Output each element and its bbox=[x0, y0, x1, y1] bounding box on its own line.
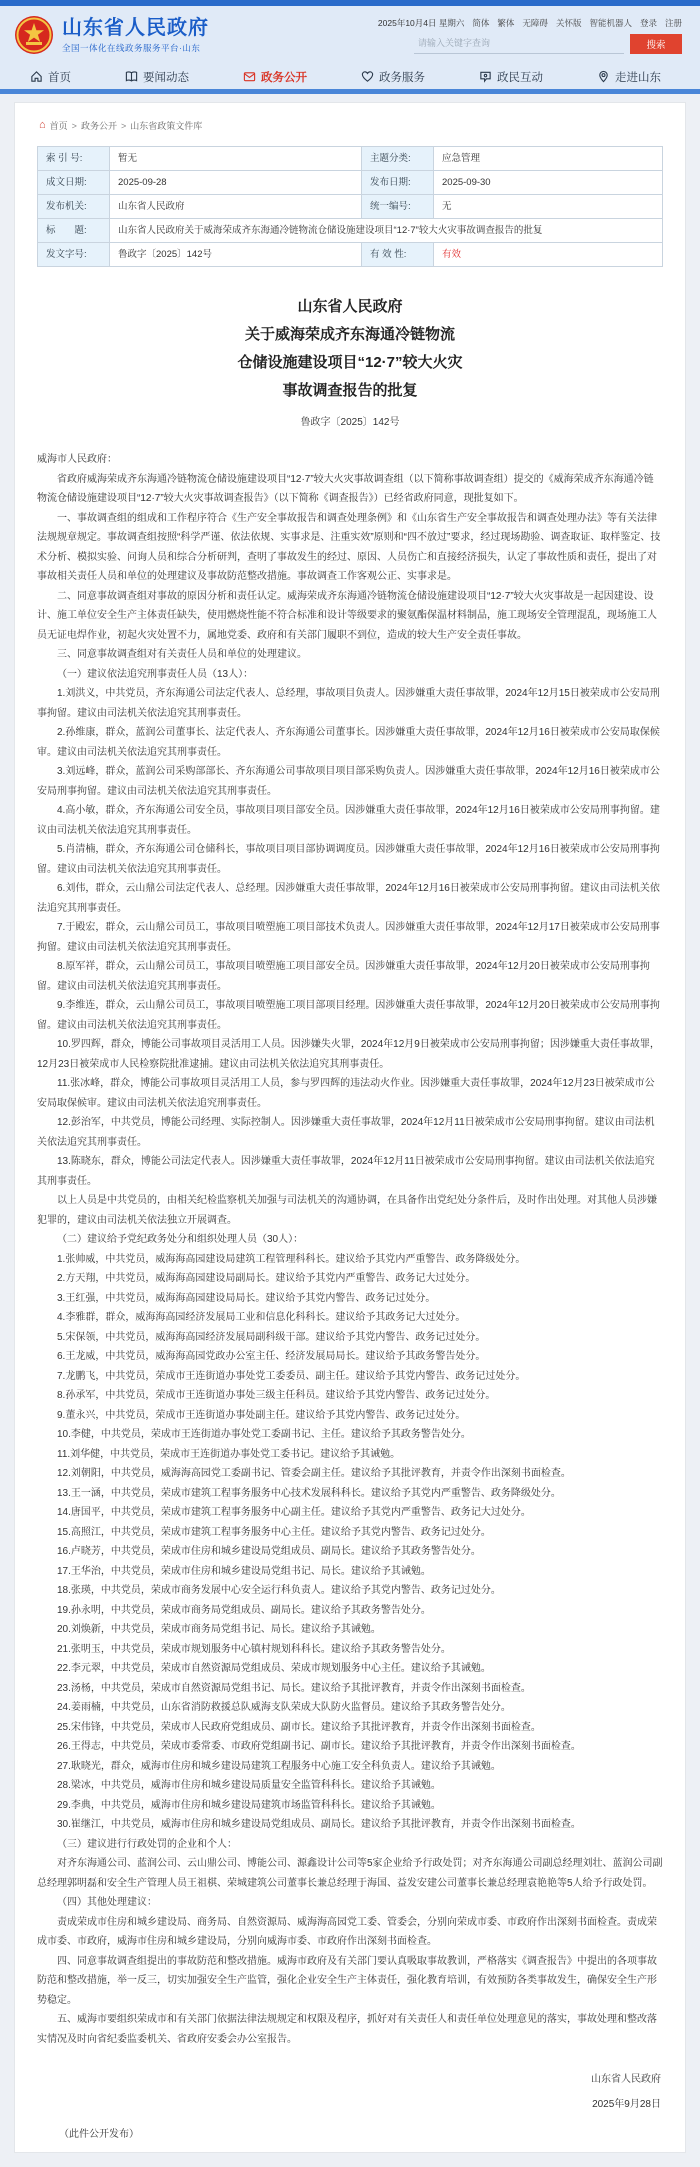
page-background bbox=[0, 94, 700, 2167]
doc-paragraph: 22.李元翠，中共党员，荣成市自然资源局党组成员、荣成市规划服务中心主任。建议给予其诫勉。 bbox=[57, 1663, 491, 1674]
doc-paragraph: 14.唐国平，中共党员，荣成市建筑工程事务服务中心副主任。建议给予其党内严重警告、政务记大过处分。 bbox=[57, 1507, 531, 1518]
breadcrumb-current: 山东省政策文件库 bbox=[130, 121, 203, 131]
document-title: 山东省人民政府 关于威海荣成齐东海通冷链物流 仓储设施建设项目“12·7”较大火灾 事故调查报告的批复 bbox=[237, 298, 463, 399]
meta-label-index: 索 引 号: bbox=[38, 147, 110, 171]
doc-paragraph: （四）其他处理建议： bbox=[57, 1897, 157, 1908]
site-header bbox=[0, 6, 700, 64]
doc-paragraph: 7.于殿宏，群众，云山鼎公司员工，事故项目喷塑施工项目部技术负责人。因涉嫌重大责任事故罪，2024年12月17日被荣成市公安局刑事拘留。建议由司法机关依法追究其刑事责任。 bbox=[37, 922, 660, 953]
meta-label-category: 主题分类: bbox=[362, 147, 434, 171]
document-number: 鲁政字〔2025〕142号 bbox=[300, 417, 400, 428]
doc-paragraph: 三、同意事故调查组对有关责任人员和单位的处理建议。 bbox=[57, 649, 307, 660]
meta-value-publish-date: 2025-09-30 bbox=[434, 171, 663, 195]
doc-paragraph: 5.肖清楠，群众，齐东海通公司仓储科长，事故项目项目部协调调度员。因涉嫌重大责任事故罪，2024年12月16日被荣成市公安局刑事拘留。建议由司法机关依法追究其刑事责任。 bbox=[37, 844, 660, 875]
content-card bbox=[14, 102, 686, 2153]
home-icon bbox=[30, 70, 43, 83]
doc-paragraph: 2.孙维康，群众，蓝润公司董事长、法定代表人、齐东海通公司董事长。因涉嫌重大责任事故罪，2024年12月16日被荣成市公安局取保候审。建议由司法机关依法追究其刑事责任。 bbox=[37, 727, 660, 758]
doc-paragraph: 17.王华治，中共党员，荣成市住房和城乡建设局党组书记、局长。建议给予其诫勉。 bbox=[57, 1565, 431, 1577]
breadcrumb: ⌂ 首页 > 政务公开 > 山东省政策文件库 bbox=[39, 119, 203, 131]
doc-paragraph: 13.陈晓东，群众，博能公司法定代表人。因涉嫌重大责任事故罪，2024年12月11日被荣成市公安局刑事拘留。建议由司法机关依法追究其刑事责任。 bbox=[37, 1156, 655, 1187]
meta-value-issuer: 山东省人民政府 bbox=[110, 195, 362, 219]
meta-value-unified-no: 无 bbox=[434, 195, 663, 219]
meta-value-category: 应急管理 bbox=[434, 147, 663, 171]
doc-paragraph: 26.王得志，中共党员，荣成市委常委、市政府党组副书记、副市长。建议给予其批评教育，并责令作出深刻书面检查。 bbox=[57, 1741, 581, 1752]
site-brand[interactable] bbox=[14, 15, 209, 55]
doc-paragraph: 8.孙承军，中共党员，荣成市王连街道办事处三级主任科员。建议给予其党内警告、政务记过处分。 bbox=[57, 1390, 496, 1401]
doc-paragraph: 对齐东海通公司、蓝润公司、云山鼎公司、博能公司、源鑫设计公司等5家企业给予行政处罚；对齐东海通公司副总经理刘壮、蓝润公司副总经理郭明磊和安全生产管理人员王祖棋、荣城建筑公司董事长兼总经理于海国、益发安建公司董事长兼总经理袁艳艳等5人给予行政处罚。 bbox=[37, 1858, 663, 1889]
main-nav bbox=[0, 64, 700, 94]
doc-paragraph: 10.李健，中共党员，荣成市王连街道办事处党工委副书记、主任。建议给予其政务警告处分。 bbox=[57, 1429, 471, 1440]
signature-issuer: 山东省人民政府 bbox=[591, 2074, 661, 2085]
nav-item-public-interaction[interactable]: 政民互动 bbox=[479, 69, 543, 85]
chat-icon bbox=[479, 70, 492, 83]
nav-item-gov-disclosure[interactable]: 政务公开 bbox=[243, 69, 307, 85]
doc-paragraph: 9.李维连，群众，云山鼎公司员工，事故项目喷塑施工项目部项目经理。因涉嫌重大责任事故罪，2024年12月20日被荣成市公安局刑事拘留。建议由司法机关依法追究其刑事责任。 bbox=[37, 1000, 660, 1031]
link-traditional[interactable]: 繁体 bbox=[497, 17, 515, 28]
meta-value-validity: 有效 bbox=[434, 243, 663, 267]
doc-paragraph: 21.张明玉，中共党员，荣成市规划服务中心镇村规划科科长。建议给予其政务警告处分。 bbox=[57, 1643, 451, 1655]
doc-paragraph: 四、同意事故调查组提出的事故防范和整改措施。威海市政府及有关部门要认真吸取事故教训，严格落实《调查报告》中提出的各项事故防范和整改措施，举一反三，切实加强安全生产监管，强化企业安全生产主体责任，强化教育培训，有效预防各类事故发生，确保安全生产形势稳定。 bbox=[37, 1955, 657, 2006]
meta-label-issuer: 发布机关: bbox=[38, 195, 110, 219]
doc-paragraph: （三）建议进行行政处罚的企业和个人： bbox=[57, 1838, 237, 1850]
doc-paragraph: 责成荣成市住房和城乡建设局、商务局、自然资源局、威海海高园党工委、管委会，分别向荣成市委、市政府作出深刻书面检查。责成荣成市委、市政府，威海市住房和城乡建设局，分别向威海市委、市政府作出深刻书面检查。 bbox=[37, 1916, 657, 1947]
link-smart-robot[interactable]: 智能机器人 bbox=[589, 17, 632, 28]
table-row bbox=[38, 147, 663, 171]
meta-label-validity: 有 效 性: bbox=[362, 243, 434, 267]
nav-item-news[interactable]: 要闻动态 bbox=[125, 69, 189, 85]
doc-paragraph: 30.崔继江，中共党员，威海市住房和城乡建设局党组成员、副局长。建议给予其批评教育，并责令作出深刻书面检查。 bbox=[57, 1819, 581, 1830]
doc-paragraph: 25.宋伟锋，中共党员，荣成市人民政府党组成员、副市长。建议给予其批评教育，并责令作出深刻书面检查。 bbox=[57, 1721, 541, 1733]
meta-label-publish-date: 发布日期: bbox=[362, 171, 434, 195]
signature-block bbox=[37, 2067, 663, 2117]
site-subtitle: 全国一体化在线政务服务平台·山东 bbox=[62, 43, 201, 53]
site-title: 山东省人民政府 bbox=[62, 17, 209, 39]
meta-label-title: 标 题: bbox=[38, 219, 110, 243]
doc-paragraph: 9.董永兴，中共党员，荣成市王连街道办事处副主任。建议给予其党内警告、政务记过处分。 bbox=[57, 1409, 466, 1421]
doc-paragraph: 威海市人民政府： bbox=[37, 454, 117, 465]
meta-value-doc-number: 鲁政字〔2025〕142号 bbox=[110, 243, 362, 267]
doc-paragraph: 15.高照江，中共党员，荣成市建筑工程事务服务中心主任。建议给予其党内警告、政务记过处分。 bbox=[57, 1526, 491, 1538]
doc-paragraph: 4.高小敏，群众，齐东海通公司安全员，事故项目项目部安全员。因涉嫌重大责任事故罪，2024年12月16日被荣成市公安局刑事拘留。建议由司法机关依法追究其刑事责任。 bbox=[37, 805, 660, 836]
nav-item-home[interactable]: 首页 bbox=[30, 69, 71, 85]
signature-date: 2025年9月28日 bbox=[592, 2099, 661, 2110]
link-care-version[interactable]: 关怀版 bbox=[555, 17, 582, 28]
meta-label-doc-number: 发文字号: bbox=[38, 243, 110, 267]
doc-paragraph: 8.原军祥，群众，云山鼎公司员工，事故项目喷塑施工项目部安全员。因涉嫌重大责任事故罪，2024年12月20日被荣成市公安局刑事拘留。建议由司法机关依法追究其刑事责任。 bbox=[37, 961, 650, 992]
doc-paragraph: 18.张瑛，中共党员，荣成市商务发展中心安全运行科负责人。建议给予其党内警告、政务记过处分。 bbox=[57, 1585, 501, 1596]
doc-paragraph: 10.罗四辉，群众，博能公司事故项目灵活用工人员。因涉嫌失火罪，2024年12月9日被荣成市公安局刑事拘留；因涉嫌重大责任事故罪，12月23日被荣成市人民检察院批准逮捕。建议由司法机关依法追究其刑事责任。 bbox=[37, 1039, 660, 1070]
breadcrumb-home-icon: ⌂ bbox=[39, 119, 46, 131]
meta-value-written-date: 2025-09-28 bbox=[110, 171, 362, 195]
public-release-note: （此件公开发布） bbox=[59, 2129, 139, 2140]
document-meta-table bbox=[37, 146, 663, 267]
document-body bbox=[37, 450, 663, 2049]
doc-paragraph: 12.刘朝阳，中共党员，威海海高园党工委副书记、管委会副主任。建议给予其批评教育，并责令作出深刻书面检查。 bbox=[57, 1468, 571, 1479]
doc-paragraph: 以上人员是中共党员的，由相关纪检监察机关加强与司法机关的沟通协调，在具备作出党纪处分条件后，及时作出处理。对其他人员涉嫌犯罪的，建议由司法机关依法独立开展调查。 bbox=[37, 1195, 657, 1226]
doc-paragraph: 6.王龙威，中共党员，威海海高园党政办公室主任、经济发展局局长。建议给予其政务警告处分。 bbox=[57, 1351, 486, 1362]
doc-paragraph: 23.汤杨，中共党员，荣成市自然资源局党组书记、局长。建议给予其批评教育，并责令作出深刻书面检查。 bbox=[57, 1682, 531, 1694]
doc-paragraph: （一）建议依法追究刑事责任人员（13人）： bbox=[57, 668, 254, 680]
table-row bbox=[38, 219, 663, 243]
doc-paragraph: 五、威海市要组织荣成市和有关部门依据法律法规规定和权限及程序，抓好对有关责任人和责任单位处理意见的落实，事故处理和整改落实情况及时向省纪委监委机关、省政府安委会办公室报告。 bbox=[37, 2014, 657, 2045]
news-icon bbox=[125, 70, 138, 83]
heart-icon bbox=[361, 70, 374, 83]
nav-item-gov-services[interactable]: 政务服务 bbox=[361, 69, 425, 85]
doc-paragraph: 19.孙永明，中共党员，荣成市商务局党组成员、副局长。建议给予其政务警告处分。 bbox=[57, 1604, 431, 1616]
doc-paragraph: 29.李典，中共党员，威海市住房和城乡建设局建筑市场监管科科长。建议给予其诫勉。 bbox=[57, 1799, 441, 1811]
nav-item-discover-shandong[interactable]: 走进山东 bbox=[597, 69, 661, 85]
meta-value-title: 山东省人民政府关于威海荣成齐东海通冷链物流仓储设施建设项目“12·7”较大火灾事故调查报告的批复 bbox=[110, 219, 663, 243]
doc-paragraph: 11.刘华健，中共党员，荣成市王连街道办事处党工委书记。建议给予其诫勉。 bbox=[57, 1448, 401, 1460]
doc-paragraph: （二）建议给予党纪政务处分和组织处理人员（30人）： bbox=[57, 1234, 304, 1245]
table-row bbox=[38, 195, 663, 219]
doc-paragraph: 6.刘伟，群众，云山鼎公司法定代表人、总经理。因涉嫌重大责任事故罪，2024年12月16日被荣成市公安局刑事拘留。建议由司法机关依法追究其刑事责任。 bbox=[37, 883, 660, 914]
document bbox=[37, 293, 663, 2140]
envelope-icon bbox=[243, 70, 256, 83]
doc-paragraph: 5.宋保领，中共党员，威海海高园经济发展局副科级干部。建议给予其党内警告、政务记过处分。 bbox=[57, 1331, 486, 1343]
doc-paragraph: 20.刘焕新，中共党员，荣成市商务局党组书记、局长。建议给予其诫勉。 bbox=[57, 1624, 381, 1635]
link-simplified[interactable]: 简体 bbox=[472, 17, 490, 28]
doc-paragraph: 16.卢晓芳，中共党员，荣成市住房和城乡建设局党组成员、副局长。建议给予其政务警告处分。 bbox=[57, 1546, 481, 1557]
search-input[interactable] bbox=[414, 34, 624, 54]
link-accessibility[interactable]: 无障碍 bbox=[522, 17, 548, 28]
doc-paragraph: 2.方天翔，中共党员，威海海高园建设局副局长。建议给予其党内严重警告、政务记大过处分。 bbox=[57, 1273, 476, 1284]
doc-paragraph: 12.彭治军，中共党员，博能公司经理、实际控制人。因涉嫌重大责任事故罪，2024年12月11日被荣成市公安局刑事拘留。建议由司法机关依法追究其刑事责任。 bbox=[37, 1117, 655, 1148]
search-button[interactable]: 搜索 bbox=[630, 34, 682, 54]
doc-paragraph: 1.张帅威，中共党员，威海海高园建设局建筑工程管理科科长。建议给予其党内严重警告、政务降级处分。 bbox=[57, 1253, 526, 1265]
doc-paragraph: 28.梁冰，中共党员，威海市住房和城乡建设局质量安全监管科科长。建议给予其诫勉。 bbox=[57, 1780, 441, 1791]
breadcrumb-home[interactable]: 首页 bbox=[49, 121, 68, 131]
doc-paragraph: 27.耿晓光，群众，威海市住房和城乡建设局建筑工程服务中心施工安全科负责人。建议给予其诫勉。 bbox=[57, 1760, 501, 1772]
meta-label-unified-no: 统一编号: bbox=[362, 195, 434, 219]
national-emblem-icon bbox=[14, 15, 54, 55]
doc-paragraph: 省政府威海荣成齐东海通冷链物流仓储设施建设项目“12·7”较大火灾事故调查组（以下简称事故调查组）提交的《威海荣成齐东海通冷链物流仓储设施建设项目“12·7”较大火灾事故调查报告》（以下简称《调查报告》）已经省政府同意，现批复如下。 bbox=[37, 473, 654, 504]
pin-icon bbox=[597, 70, 610, 83]
current-date: 2025年10月4日 星期六 bbox=[377, 17, 465, 28]
meta-value-index: 暂无 bbox=[110, 147, 362, 171]
table-row bbox=[38, 171, 663, 195]
doc-paragraph: 二、同意事故调查组对事故的原因分析和责任认定。威海荣成齐东海通冷链物流仓储设施建设项目“12·7”较大火灾事故是一起因建设、设计、施工单位安全生产主体责任缺失，使用燃烧性能不符合标准和设计等级要求的聚氨酯保温材料制品，施工现场安全管理混乱，现场施工人员无证电焊作业，初起火灾处置不力，属地党委、政府和有关部门履职不到位，造成的较大生产安全责任事故。 bbox=[37, 590, 657, 641]
doc-paragraph: 1.刘洪义，中共党员，齐东海通公司法定代表人、总经理，事故项目负责人。因涉嫌重大责任事故罪，2024年12月15日被荣成市公安局刑事拘留。建议由司法机关依法追究其刑事责任。 bbox=[37, 688, 660, 719]
doc-paragraph: 13.王一涵，中共党员，荣成市建筑工程事务服务中心技术发展科科长。建议给予其党内严重警告、政务降级处分。 bbox=[57, 1487, 561, 1499]
doc-paragraph: 11.张冰峰，群众，博能公司事故项目灵活用工人员，参与罗四辉的违法动火作业。因涉嫌重大责任事故罪，2024年12月23日被荣成市公安局取保候审。建议由司法机关依法追究刑事责任。 bbox=[37, 1078, 655, 1109]
doc-paragraph: 24.姜雨楠，中共党员，山东省消防救援总队威海支队荣成大队防火监督员。建议给予其政务警告处分。 bbox=[57, 1702, 511, 1713]
doc-paragraph: 7.龙鹏飞，中共党员，荣成市王连街道办事处党工委委员、副主任。建议给予其党内警告、政务记过处分。 bbox=[57, 1370, 526, 1382]
link-login[interactable]: 登录 bbox=[639, 17, 657, 28]
breadcrumb-gov-disclosure[interactable]: 政务公开 bbox=[80, 121, 117, 131]
link-register[interactable]: 注册 bbox=[664, 17, 682, 28]
table-row bbox=[38, 243, 663, 267]
doc-paragraph: 一、事故调查组的组成和工作程序符合《生产安全事故报告和调查处理条例》和《山东省生产安全事故报告和调查处理办法》等有关法律法规规章规定。事故调查组按照“科学严谨、依法依规、实事求是、注重实效”原则和“四不放过”要求，经过现场勘验、调查取证、取样鉴定、技术分析、模拟实验、问询人员和综合分析研判，查明了事故发生的经过、原因、人员伤亡和直接经济损失，认定了事故性质和责任，提出了对事故相关责任人员和单位的处理建议及事故防范整改措施。事故调查工作客观公正、实事求是。 bbox=[37, 512, 661, 582]
doc-paragraph: 3.王红强，中共党员，威海海高园建设局局长。建议给予其党内警告、政务记过处分。 bbox=[57, 1292, 436, 1304]
doc-paragraph: 3.刘远峰，群众，蓝润公司采购部部长、齐东海通公司事故项目项目部采购负责人。因涉嫌重大责任事故罪，2024年12月16日被荣成市公安局刑事拘留。建议由司法机关依法追究其刑事责任。 bbox=[37, 766, 660, 797]
meta-label-written-date: 成文日期: bbox=[38, 171, 110, 195]
doc-paragraph: 4.李雅群，群众，威海海高园经济发展局工业和信息化科科长。建议给予其政务记大过处分。 bbox=[57, 1312, 466, 1323]
